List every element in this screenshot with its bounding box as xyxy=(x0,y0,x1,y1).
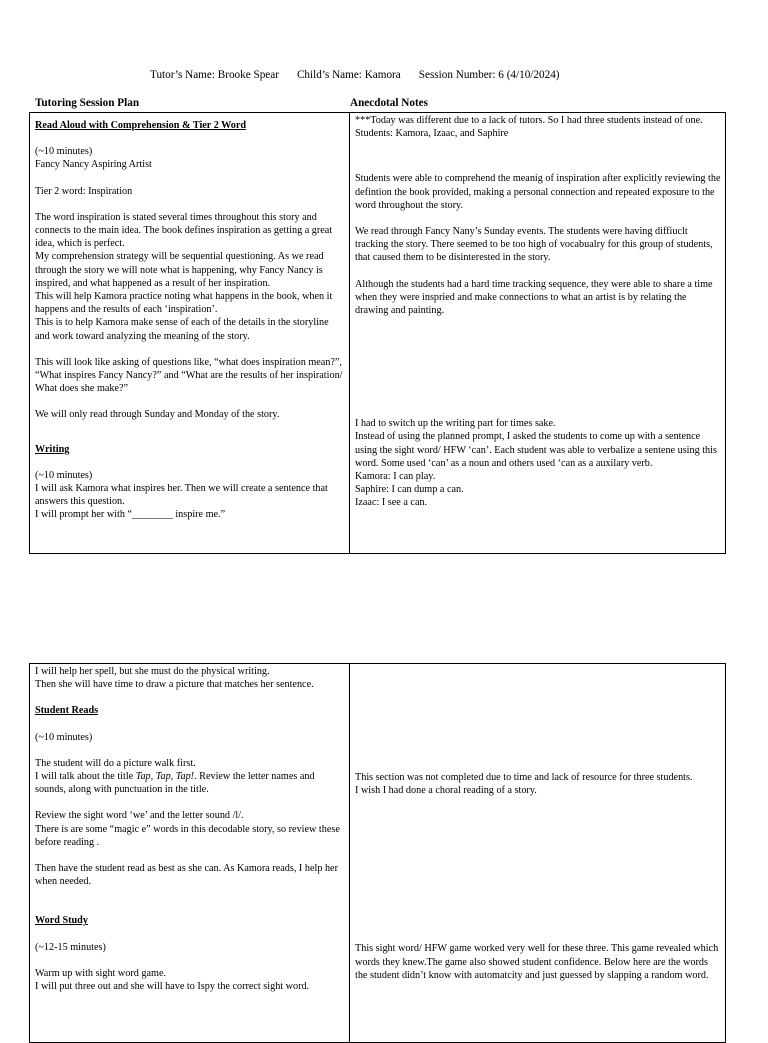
writing-heading: Writing xyxy=(35,443,70,455)
note: This sight word/ HFW game worked very well for these three. This game revealed which words they knew.The game also showed student confidence. Below here are the words the student didn’t know with automatcity and just guessed by slapping a random word. xyxy=(355,943,719,981)
note: ***Today was different due to a lack of tutors. So I had three students instead of one. xyxy=(355,115,703,126)
session-number: Session Number: 6 (4/10/2024) xyxy=(418,69,560,81)
plan-cell xyxy=(30,664,350,1043)
note: We read through Fancy Nany’s Sunday events. The students were having diffiuclt tracking the story. There seemed to be too high of vocabualry for this group of students, that caused them to be disinterested in the story. xyxy=(355,226,713,264)
title-review: . Review the letter names and sounds, along with punctuation in the title. xyxy=(35,771,315,796)
session-header xyxy=(150,69,630,82)
title-intro: I will talk about the title xyxy=(35,771,136,783)
plan-paragraph: I will put three out and she will have to Ispy the correct sight word. xyxy=(35,981,310,993)
plan-paragraph: My comprehension strategy will be sequential questioning. As we read through the story we will note what is happening, why Fancy Nancy is inspired, and what happened as a result of her inspiration. xyxy=(35,251,324,289)
session-plan-table-page-1 xyxy=(29,112,726,554)
note: Students were able to comprehend the meanig of inspiration after explicitly reviewing the defintion the book provided, making a personal connection and repeated exposure to the word throughout the story. xyxy=(355,173,721,211)
note: Although the students had a hard time tracking sequence, they were able to share a time when they were inspried and make connections to what an artist is by relating the drawing and painting. xyxy=(355,278,713,317)
writing-time: (~10 minutes) xyxy=(35,469,93,481)
note: This section was not completed due to time and lack of resource for three students. xyxy=(355,772,693,783)
book-title: Fancy Nancy Aspiring Artist xyxy=(35,159,152,171)
plan-paragraph: I will help her spell, but she must do the physical writing. xyxy=(35,666,270,677)
student-sentence: Kamora: I can play. xyxy=(355,471,436,483)
note: Students: Kamora, Izaac, and Saphire xyxy=(355,128,509,140)
plan-paragraph: This will help Kamora practice noting what happens in the book, when it happens and the results of each ‘inspiration’. xyxy=(35,291,333,316)
plan-column-heading: Tutoring Session Plan xyxy=(35,97,140,109)
story-title: Tap, Tap, Tap! xyxy=(135,771,195,783)
plan-paragraph: I will prompt her with “________ inspire me.” xyxy=(35,509,226,521)
plan-cell xyxy=(30,113,350,554)
plan-paragraph: We will only read through Sunday and Monday of the story. xyxy=(35,409,280,421)
child-name: Child’s Name: Kamora xyxy=(296,69,401,81)
student-sentence: Saphire: I can dump a can. xyxy=(355,484,464,496)
plan-paragraph: There is are some “magic e” words in this decodable story, so review these before reading . xyxy=(35,823,340,848)
tutor-name: Tutor’s Name: Brooke Spear xyxy=(150,69,279,81)
note: I wish I had done a choral reading of a story. xyxy=(355,785,537,797)
plan-paragraph: Review the sight word ‘we’ and the letter sound /l/. xyxy=(35,810,244,822)
session-plan-table-page-2 xyxy=(29,663,726,1043)
student-sentence: Izaac: I see a can. xyxy=(355,497,428,509)
notes-cell xyxy=(350,113,726,554)
plan-paragraph: Then have the student read as best as she can. As Kamora reads, I help her when needed. xyxy=(35,863,338,888)
student-reads-heading: Student Reads xyxy=(35,705,99,717)
plan-paragraph xyxy=(35,770,345,796)
student-reads-time: (~10 minutes) xyxy=(35,731,93,743)
read-aloud-heading: Read Aloud with Comprehension & Tier 2 Word xyxy=(35,120,247,131)
plan-paragraph: I will ask Kamora what inspires her. Then we will create a sentence that answers this question. xyxy=(35,483,328,508)
word-study-heading: Word Study xyxy=(35,915,88,927)
notes-column-heading: Anecdotal Notes xyxy=(350,97,428,109)
tier2-word: Tier 2 word: Inspiration xyxy=(35,185,133,197)
plan-paragraph: This will look like asking of questions like, “what does inspiration mean?”, “What inspires Fancy Nancy?” and “What are the results of her inspiration/ What does she make?” xyxy=(35,356,343,395)
plan-paragraph: The word inspiration is stated several times throughout this story and connects to the main idea. The book defines inspiration as getting a great idea, which is perfect. xyxy=(35,211,333,250)
plan-paragraph: Then she will have time to draw a picture that matches her sentence. xyxy=(35,679,314,691)
plan-paragraph: The student will do a picture walk first. xyxy=(35,757,196,769)
plan-paragraph: This is to help Kamora make sense of each of the details in the storyline and work toward analyzing the meaning of the story. xyxy=(35,317,329,342)
notes-cell xyxy=(350,664,726,1043)
read-aloud-time: (~10 minutes) xyxy=(35,146,93,158)
note: I had to switch up the writing part for times sake. xyxy=(355,418,556,430)
word-study-time: (~12-15 minutes) xyxy=(35,941,106,953)
note: Instead of using the planned prompt, I asked the students to come up with a sentence using the sight word/ HFW ‘can’. Each student was able to verbalize a sentene using this word. Some used ‘can’ as a noun and others used ‘can as a auxilary verb. xyxy=(355,431,717,469)
plan-paragraph: Warm up with sight word game. xyxy=(35,967,167,979)
